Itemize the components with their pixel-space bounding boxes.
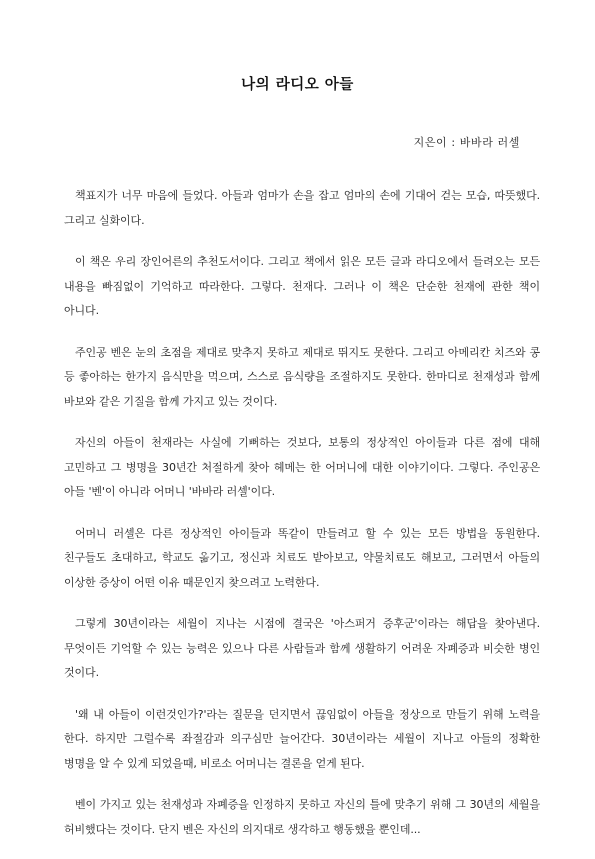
paragraph: 자신의 아들이 천재라는 사실에 기뻐하는 것보다, 보통의 정상적인 아이들과 다른 점에 대해 고민하고 그 병명을 30년간 처절하게 찾아 헤메는 한 어머니에 대한 이야기이다. 그렇다. 주인공은 아들 '벤'이 아니라 어머니 '바바라 러셀'이다.: [64, 436, 540, 498]
author-line: 지은이 : 바바라 러셀: [413, 136, 520, 149]
paragraph: 주인공 벤은 눈의 초점을 제대로 맞추지 못하고 제대로 뛰지도 못한다. 그리고 아메리칸 치즈와 콩 등 좋아하는 한가지 음식만을 먹으며, 스스로 음식량을 조절하지도 못한다. 한마디로 천재성과 함께 바보와 같은 기질을 함께 가지고 있는 것이다.: [64, 345, 540, 408]
paragraph: 책표지가 너무 마음에 들었다. 아들과 엄마가 손을 잡고 엄마의 손에 기대어 걷는 모습, 따뜻했다. 그리고 실화이다.: [64, 189, 540, 227]
document-title: 나의 라디오 아들: [241, 77, 354, 93]
paragraph: 어머니 러셀은 다른 정상적인 아이들과 똑같이 만들려고 할 수 있는 모든 방법을 동원한다. 친구들도 초대하고, 학교도 옮기고, 정신과 치료도 받아보고, 약물치료도 해보고, 그러면서 아들의 이상한 증상이 어떤 이유 때문인지 찾으려고 노력한다.: [64, 526, 540, 589]
paragraph: 벤이 가지고 있는 천재성과 자폐증을 인정하지 못하고 자신의 틀에 맞추기 위해 그 30년의 세월을 허비했다는 것이다. 단지 벤은 자신의 의지대로 생각하고 행동했을 뿐인데...: [64, 798, 540, 836]
document-body: [64, 184, 540, 859]
paragraph: 이 책은 우리 장인어른의 추천도서이다. 그리고 책에서 읽은 모든 글과 라디오에서 들려오는 모든 내용을 빠짐없이 기억하고 따라한다. 그렇다. 천재다. 그러나 이 책은 단순한 천재에 관한 책이 아니다.: [64, 255, 540, 317]
paragraph: 그렇게 30년이라는 세월이 지나는 시점에 결국은 '아스퍼거 증후군'이라는 해답을 찾아낸다. 무엇이든 기억할 수 있는 능력은 있으나 다른 사람들과 함께 생활하기 어려운 자폐증과 비슷한 병인 것이다.: [64, 617, 540, 679]
paragraph: '왜 내 아들이 이런것인가?'라는 질문을 던지면서 끊임없이 아들을 정상으로 만들기 위해 노력을 한다. 하지만 그럴수록 좌절감과 의구심만 늘어간다. 30년이라는 세월이 지나고 아들의 정확한 병명을 알 수 있게 되었을때, 비로소 어머니는 결론을 얻게 된다.: [64, 707, 540, 770]
